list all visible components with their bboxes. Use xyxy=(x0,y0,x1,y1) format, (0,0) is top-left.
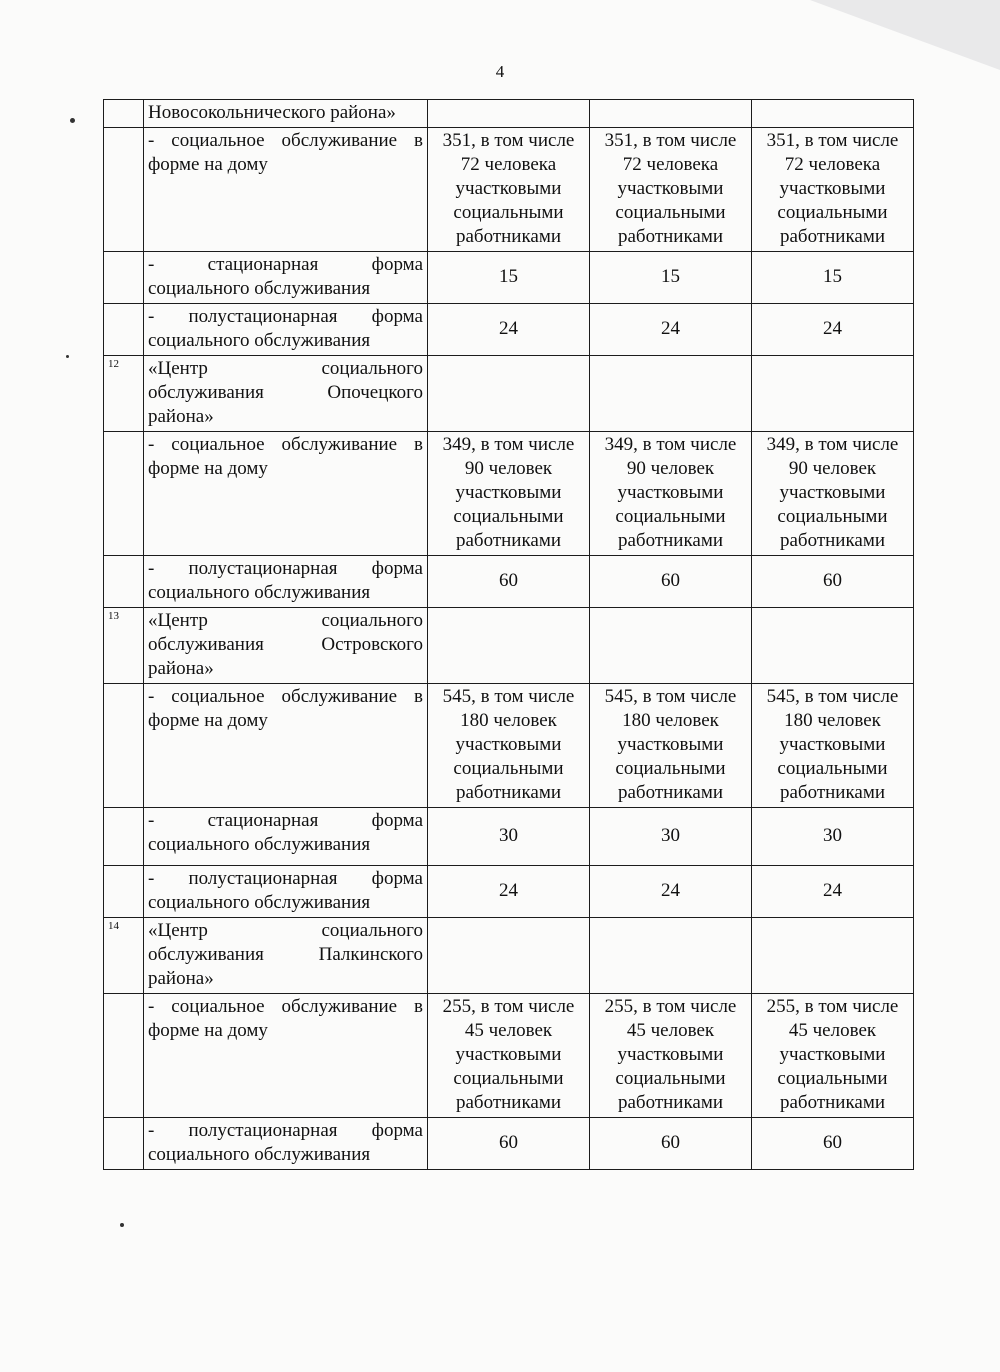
value-cell-2: 60 xyxy=(590,1118,752,1170)
value-cell-3: 30 xyxy=(752,808,914,866)
value-cell-3: 545, в том числе 180 человек участковыми социальными работниками xyxy=(752,684,914,808)
organization-name: «Центр социального обслуживания Островского района» xyxy=(144,608,428,684)
service-name: - полустационарная форма социального обслуживания xyxy=(144,866,428,918)
value-cell-3 xyxy=(752,608,914,684)
row-number xyxy=(104,866,144,918)
value-cell-2: 351, в том числе 72 человека участковыми социальными работниками xyxy=(590,128,752,252)
scan-speck xyxy=(66,355,69,358)
table-row-service xyxy=(104,128,914,252)
service-name: - социальное обслуживание в форме на дому xyxy=(144,432,428,556)
service-name: - стационарная форма социального обслуживания xyxy=(144,808,428,866)
row-number: 14 xyxy=(104,918,144,994)
service-name: - социальное обслуживание в форме на дому xyxy=(144,994,428,1118)
value-cell-1: 255, в том числе 45 человек участковыми социальными работниками xyxy=(428,994,590,1118)
row-number xyxy=(104,808,144,866)
row-number xyxy=(104,684,144,808)
table-row-organization xyxy=(104,356,914,432)
row-number xyxy=(104,432,144,556)
value-cell-1: 15 xyxy=(428,252,590,304)
value-cell-2: 545, в том числе 180 человек участковыми социальными работниками xyxy=(590,684,752,808)
page-number: 4 xyxy=(495,62,505,81)
service-name: - стационарная форма социального обслуживания xyxy=(144,252,428,304)
value-cell-3: 15 xyxy=(752,252,914,304)
scan-speck xyxy=(70,118,75,123)
service-name: - социальное обслуживание в форме на дому xyxy=(144,128,428,252)
services-table-body xyxy=(104,100,914,1170)
row-number xyxy=(104,556,144,608)
row-number xyxy=(104,1118,144,1170)
value-cell-3: 24 xyxy=(752,866,914,918)
table-row-service xyxy=(104,1118,914,1170)
row-number xyxy=(104,252,144,304)
services-table xyxy=(103,99,914,1170)
scan-speck xyxy=(120,1223,124,1227)
value-cell-2 xyxy=(590,608,752,684)
value-cell-1: 60 xyxy=(428,1118,590,1170)
value-cell-1: 24 xyxy=(428,304,590,356)
row-number: 12 xyxy=(104,356,144,432)
value-cell-1: 349, в том числе 90 человек участковыми социальными работниками xyxy=(428,432,590,556)
row-number xyxy=(104,128,144,252)
table-row-service xyxy=(104,556,914,608)
value-cell-1: 30 xyxy=(428,808,590,866)
value-cell-2: 30 xyxy=(590,808,752,866)
value-cell-1: 60 xyxy=(428,556,590,608)
row-number xyxy=(104,994,144,1118)
value-cell-3: 349, в том числе 90 человек участковыми социальными работниками xyxy=(752,432,914,556)
value-cell-3: 255, в том числе 45 человек участковыми социальными работниками xyxy=(752,994,914,1118)
row-number xyxy=(104,304,144,356)
table-row-service xyxy=(104,994,914,1118)
table-row-service xyxy=(104,252,914,304)
value-cell-2: 349, в том числе 90 человек участковыми социальными работниками xyxy=(590,432,752,556)
value-cell-2: 24 xyxy=(590,304,752,356)
organization-name: «Центр социального обслуживания Палкинского района» xyxy=(144,918,428,994)
value-cell-3: 60 xyxy=(752,556,914,608)
value-cell-2 xyxy=(590,100,752,128)
table-row-service xyxy=(104,304,914,356)
value-cell-1 xyxy=(428,356,590,432)
table-row-service xyxy=(104,432,914,556)
value-cell-1 xyxy=(428,918,590,994)
service-name: - полустационарная форма социального обслуживания xyxy=(144,1118,428,1170)
service-name: - полустационарная форма социального обслуживания xyxy=(144,556,428,608)
table-row-service xyxy=(104,866,914,918)
organization-name: Новосокольнического района» xyxy=(144,100,428,128)
service-name: - полустационарная форма социального обслуживания xyxy=(144,304,428,356)
service-name: - социальное обслуживание в форме на дому xyxy=(144,684,428,808)
value-cell-1 xyxy=(428,100,590,128)
row-number xyxy=(104,100,144,128)
value-cell-3: 24 xyxy=(752,304,914,356)
value-cell-3 xyxy=(752,918,914,994)
value-cell-2: 15 xyxy=(590,252,752,304)
row-number: 13 xyxy=(104,608,144,684)
value-cell-1 xyxy=(428,608,590,684)
value-cell-3 xyxy=(752,356,914,432)
table-row-organization xyxy=(104,918,914,994)
value-cell-2: 60 xyxy=(590,556,752,608)
value-cell-1: 351, в том числе 72 человека участковыми социальными работниками xyxy=(428,128,590,252)
folded-page-corner xyxy=(810,0,1000,70)
table-row-service xyxy=(104,808,914,866)
value-cell-1: 24 xyxy=(428,866,590,918)
table-row-organization xyxy=(104,100,914,128)
value-cell-3: 351, в том числе 72 человека участковыми социальными работниками xyxy=(752,128,914,252)
organization-name: «Центр социального обслуживания Опочецкого района» xyxy=(144,356,428,432)
value-cell-2: 255, в том числе 45 человек участковыми социальными работниками xyxy=(590,994,752,1118)
value-cell-2 xyxy=(590,356,752,432)
table-row-organization xyxy=(104,608,914,684)
value-cell-1: 545, в том числе 180 человек участковыми социальными работниками xyxy=(428,684,590,808)
value-cell-2 xyxy=(590,918,752,994)
value-cell-3: 60 xyxy=(752,1118,914,1170)
value-cell-2: 24 xyxy=(590,866,752,918)
table-row-service xyxy=(104,684,914,808)
value-cell-3 xyxy=(752,100,914,128)
